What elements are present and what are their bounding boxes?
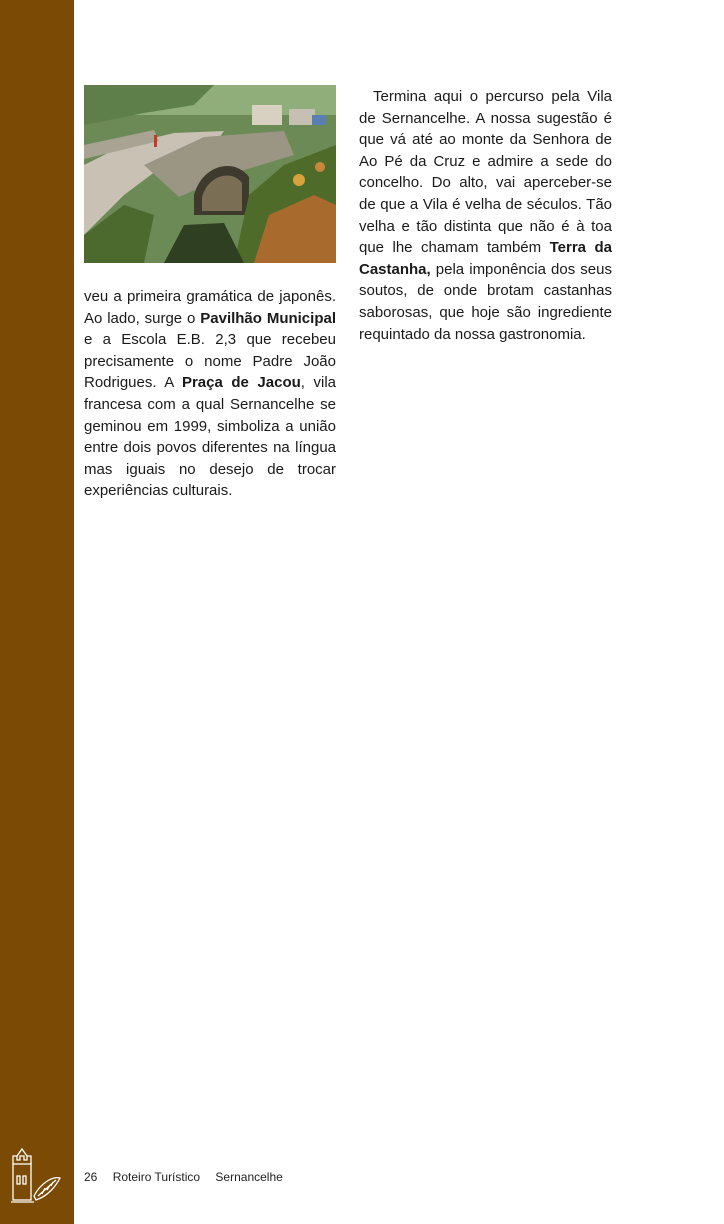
right-text-column xyxy=(359,86,612,345)
right-text-1: Termina aqui o percurso pela Vila de Sernancelhe. A nossa sugestão é que vá até ao monte da Senhora de Ao Pé da Cruz e admire a sede do concelho. Do alto, vai aperceber-se de que a Vila é velha de séculos. Tão velha e tão distinta que não é à toa que lhe chamam também xyxy=(359,88,612,257)
side-band xyxy=(0,0,74,1224)
right-paragraph xyxy=(359,86,612,345)
left-text-2: e a Escola E.B. 2,3 que recebeu precisamente o nome Padre João Rodrigues. A xyxy=(84,331,336,392)
page-number: 26 xyxy=(84,1170,98,1184)
left-paragraph xyxy=(84,286,336,502)
terra-da-castanha-bold: Terra da Castanha, xyxy=(359,239,612,278)
town-name: Sernancelhe xyxy=(215,1170,283,1184)
page-footer xyxy=(84,1170,295,1184)
castle-and-chestnut-logo-icon xyxy=(8,1146,64,1208)
stone-bridge-photo xyxy=(84,85,336,263)
right-text-2: pela imponência dos seus soutos, de onde brotam castanhas saborosas, que hoje são ingrediente requintado da nossa gastronomia. xyxy=(359,260,612,343)
left-text-1: veu a primeira gramática de japonês. Ao lado, surge o xyxy=(84,288,336,327)
pavilhao-municipal-bold: Pavilhão Municipal xyxy=(200,309,336,327)
praca-de-jacou-bold: Praça de Jacou xyxy=(181,374,301,392)
left-text-3: , vila francesa com a qual Sernancelhe se geminou em 1999, simboliza a união entre dois povos diferentes na língua mas iguais no desejo de trocar experiências culturais. xyxy=(84,374,336,500)
left-text-column xyxy=(84,286,336,502)
guide-title: Roteiro Turístico xyxy=(112,1170,201,1184)
